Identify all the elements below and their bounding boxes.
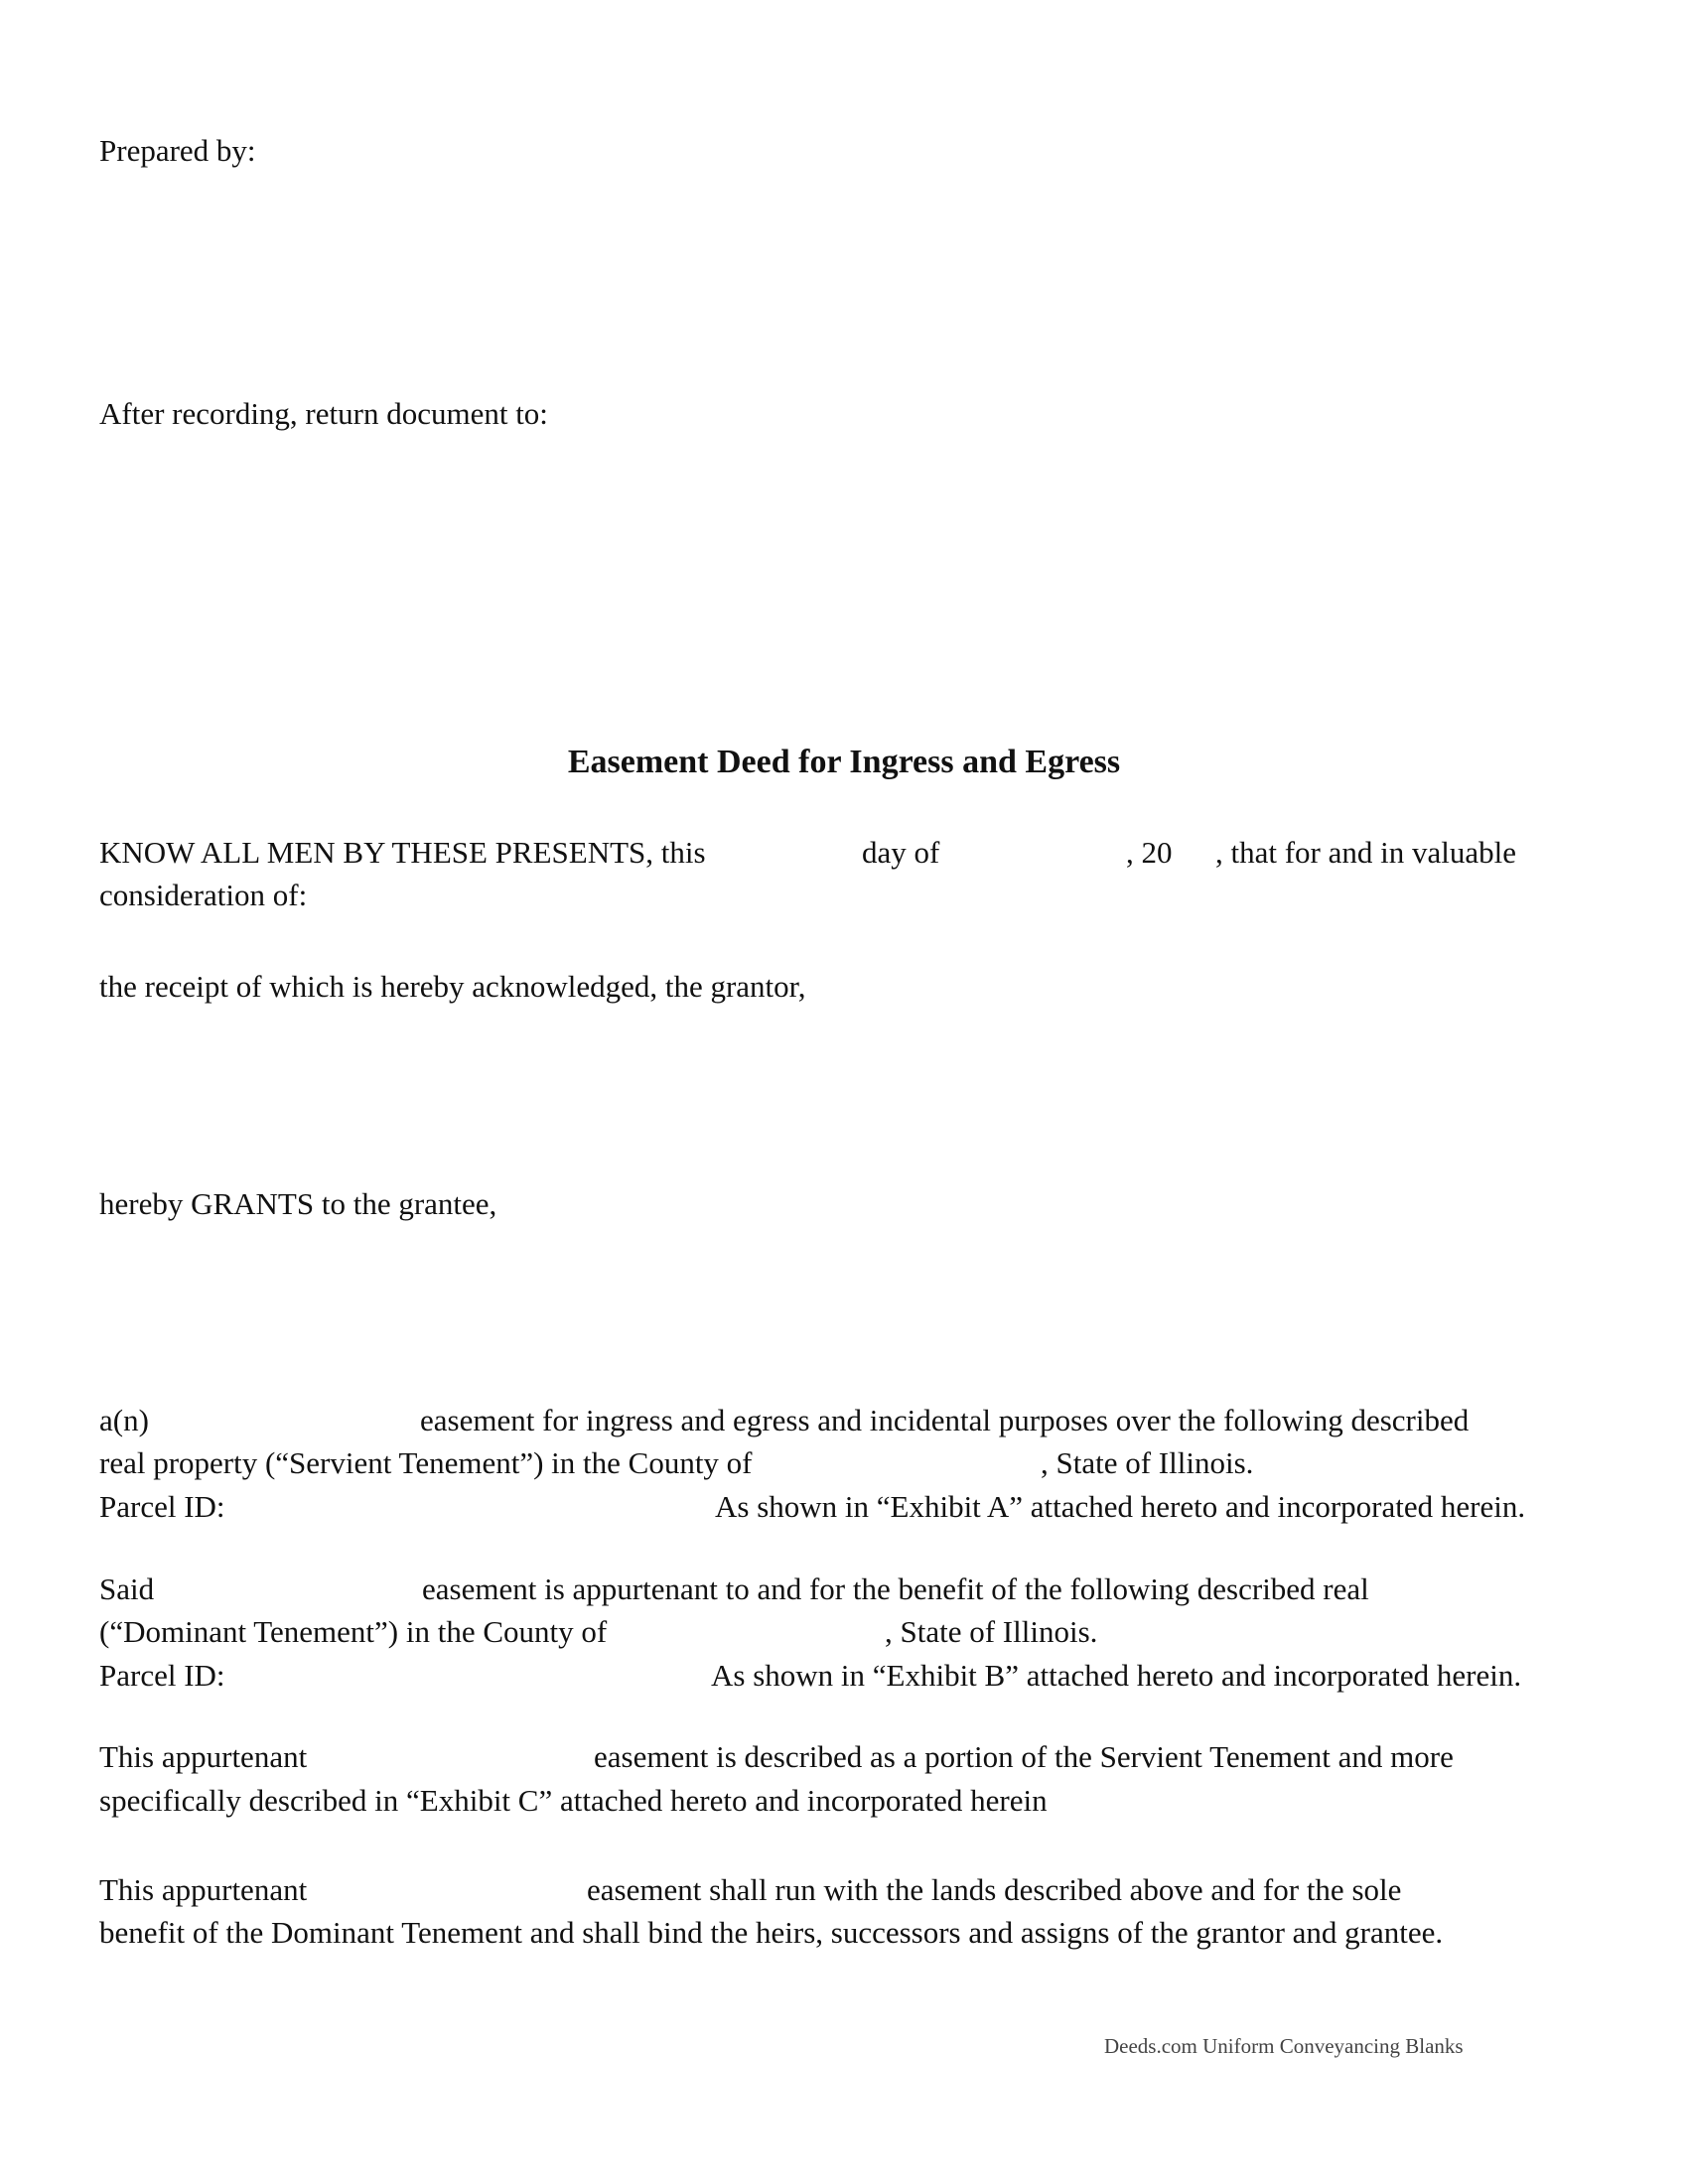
described-easement-text: easement is described as a portion of the Servient Tenement and more xyxy=(594,1739,1454,1774)
intro-consideration: consideration of: xyxy=(99,878,308,912)
dominant-easement-text: easement is appurtenant to and for the benefit of the following described real xyxy=(422,1571,1369,1606)
intro-valuable: , that for and in valuable xyxy=(1215,835,1517,870)
intro-know-all-men: KNOW ALL MEN BY THESE PRESENTS, this xyxy=(99,835,706,870)
return-to-label: After recording, return document to: xyxy=(99,396,548,431)
servient-parcel-id: Parcel ID: xyxy=(99,1489,225,1524)
dominant-parcel-id: Parcel ID: xyxy=(99,1658,225,1693)
servient-state: , State of Illinois. xyxy=(1041,1445,1254,1480)
servient-easement-text: easement for ingress and egress and incidental purposes over the following described xyxy=(420,1403,1470,1437)
described-appurtenant: This appurtenant xyxy=(99,1739,308,1774)
receipt-text: the receipt of which is hereby acknowledged, the grantor, xyxy=(99,969,806,1004)
runs-easement-text: easement shall run with the lands described above and for the sole xyxy=(587,1872,1402,1907)
grants-text: hereby GRANTS to the grantee, xyxy=(99,1186,497,1221)
prepared-by-label: Prepared by: xyxy=(99,133,256,168)
servient-exhibit: As shown in “Exhibit A” attached hereto and incorporated herein. xyxy=(715,1489,1526,1524)
document-title: Easement Deed for Ingress and Egress xyxy=(567,744,1121,780)
runs-appurtenant: This appurtenant xyxy=(99,1872,308,1907)
intro-year-prefix: , 20 xyxy=(1126,835,1173,870)
servient-a-n: a(n) xyxy=(99,1403,149,1437)
dominant-state: , State of Illinois. xyxy=(885,1614,1098,1649)
dominant-said: Said xyxy=(99,1571,155,1606)
intro-day-of: day of xyxy=(862,835,940,870)
described-specifically: specifically described in “Exhibit C” attached hereto and incorporated herein xyxy=(99,1783,1048,1818)
servient-real-property: real property (“Servient Tenement”) in the County of xyxy=(99,1445,753,1480)
dominant-tenement: (“Dominant Tenement”) in the County of xyxy=(99,1614,608,1649)
dominant-exhibit: As shown in “Exhibit B” attached hereto and incorporated herein. xyxy=(711,1658,1522,1693)
footer-text: Deeds.com Uniform Conveyancing Blanks xyxy=(1104,2034,1464,2058)
runs-benefit: benefit of the Dominant Tenement and shall bind the heirs, successors and assigns of the grantor and grantee. xyxy=(99,1915,1444,1950)
